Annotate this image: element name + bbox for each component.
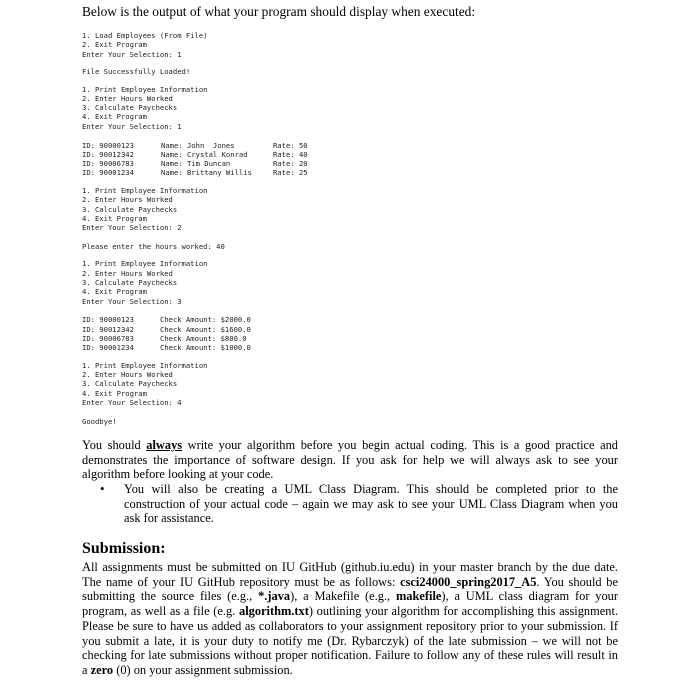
hours-prompt-line: Please enter the hours worked: 40 xyxy=(82,241,225,251)
submission-text: ), a Makefile (e.g., xyxy=(290,589,396,604)
submission-text: (0) on your assignment submission. xyxy=(113,662,293,677)
menu-line: 1. Print Employee Information xyxy=(82,84,208,94)
employee-row xyxy=(82,159,622,168)
para1-text: You should xyxy=(82,438,147,452)
employee-id: ID: 90012342 xyxy=(82,149,134,159)
java-ext: *.java xyxy=(258,589,291,604)
check-id: ID: 90012342 xyxy=(82,324,134,334)
check-row xyxy=(82,343,622,352)
menu-line: Enter Your Selection: 4 xyxy=(82,397,182,407)
check-id: ID: 90001234 xyxy=(82,343,134,353)
submission-heading: Submission: xyxy=(82,540,166,557)
employee-rate: Rate: 50 xyxy=(273,140,308,150)
algorithm-file: algorithm.txt xyxy=(239,604,309,619)
menu-line: 2. Enter Hours Worked xyxy=(82,268,173,278)
status-line: File Successfully Loaded! xyxy=(82,67,191,77)
check-row xyxy=(82,334,622,343)
para1-text: write your algorithm before you begin actual coding. This is a good practice and demonstrates the importance of software design. If you ask for help we will always ask to see your algorithm before looking at your code. xyxy=(82,438,618,482)
submission-text: ) outlining your algorithm for accomplishing this assignment. Please be sure to have us added as collaborators to your assignment repository prior to your submission. If you submit a late, it is your duty to notify me (Dr. Rybarczyk) of the late submission – we will not be checking for late submissions without proper notification. Failure to follow any of these rules will result in a xyxy=(82,604,618,677)
menu-line: 4. Exit Program xyxy=(82,287,147,297)
menu-line: Enter Your Selection: 3 xyxy=(82,296,182,306)
menu-line: 3. Calculate Paychecks xyxy=(82,103,178,113)
check-id: ID: 90000123 xyxy=(82,315,134,325)
program-output-block xyxy=(82,31,622,426)
algorithm-paragraph xyxy=(82,438,618,482)
employee-id: ID: 90001234 xyxy=(82,168,134,178)
check-amount: Check Amount: $800.0 xyxy=(160,333,247,343)
menu-line: 3. Calculate Paychecks xyxy=(82,204,178,214)
menu-line: 3. Calculate Paychecks xyxy=(82,277,178,287)
menu-line: Enter Your Selection: 1 xyxy=(82,49,182,59)
check-row xyxy=(82,315,622,324)
always-emphasis: always xyxy=(146,438,183,452)
menu-line: 1. Print Employee Information xyxy=(82,259,208,269)
employee-rate: Rate: 25 xyxy=(273,168,308,178)
menu-line: 2. Enter Hours Worked xyxy=(82,370,173,380)
employee-id: ID: 90006783 xyxy=(82,159,134,169)
employee-rate: Rate: 20 xyxy=(273,159,308,169)
uml-bullet-text: You will also be creating a UML Class Diagram. This should be completed prior to the construction of your actual code – again we may ask to see your UML Class Diagram when you ask for assistance. xyxy=(124,482,618,526)
bullet-icon: • xyxy=(100,481,105,496)
menu-line: 2. Exit Program xyxy=(82,40,147,50)
submission-paragraph xyxy=(82,560,618,678)
check-amount: Check Amount: $2000.0 xyxy=(160,315,251,325)
submission-text: ), a UML class diagram for your program, as well as a file (e.g. xyxy=(82,589,618,619)
employee-name: Name: John Jones xyxy=(161,140,235,150)
makefile-name: makefile xyxy=(395,589,442,604)
menu-line: Enter Your Selection: 1 xyxy=(82,121,182,131)
check-amount: Check Amount: $1000.0 xyxy=(160,343,251,353)
employee-name: Name: Brittany Willis xyxy=(161,168,252,178)
employee-name: Name: Tim Duncan xyxy=(161,159,231,169)
employee-id: ID: 90000123 xyxy=(82,140,134,150)
intro-text: Below is the output of what your program should display when executed: xyxy=(82,4,476,19)
employee-row xyxy=(82,141,622,150)
employee-row xyxy=(82,168,622,177)
menu-line: 1. Print Employee Information xyxy=(82,185,208,195)
employee-row xyxy=(82,150,622,159)
goodbye-line: Goodbye! xyxy=(82,416,117,426)
repo-name: csci24000_spring2017_A5 xyxy=(400,574,537,589)
menu-line: 2. Enter Hours Worked xyxy=(82,93,173,103)
employee-name: Name: Crystal Konrad xyxy=(161,149,248,159)
menu-line: 2. Enter Hours Worked xyxy=(82,195,173,205)
menu-line: 1. Print Employee Information xyxy=(82,360,208,370)
check-amount: Check Amount: $1600.0 xyxy=(160,324,251,334)
menu-line: Enter Your Selection: 2 xyxy=(82,223,182,233)
menu-line: 4. Exit Program xyxy=(82,112,147,122)
zero-emphasis: zero xyxy=(90,662,114,677)
submission-text: All assignments must be submitted on IU GitHub (github.iu.edu) in your master branch by the due date. The name of your IU GitHub repository must be as follows: xyxy=(82,560,618,589)
check-id: ID: 90006783 xyxy=(82,333,134,343)
menu-line: 4. Exit Program xyxy=(82,388,147,398)
menu-line: 3. Calculate Paychecks xyxy=(82,379,178,389)
check-row xyxy=(82,325,622,334)
employee-rate: Rate: 40 xyxy=(273,149,308,159)
submission-text: . You should be submitting the source files (e.g., xyxy=(82,574,618,604)
menu-line: 4. Exit Program xyxy=(82,213,147,223)
menu-line: 1. Load Employees (From File) xyxy=(82,31,208,40)
